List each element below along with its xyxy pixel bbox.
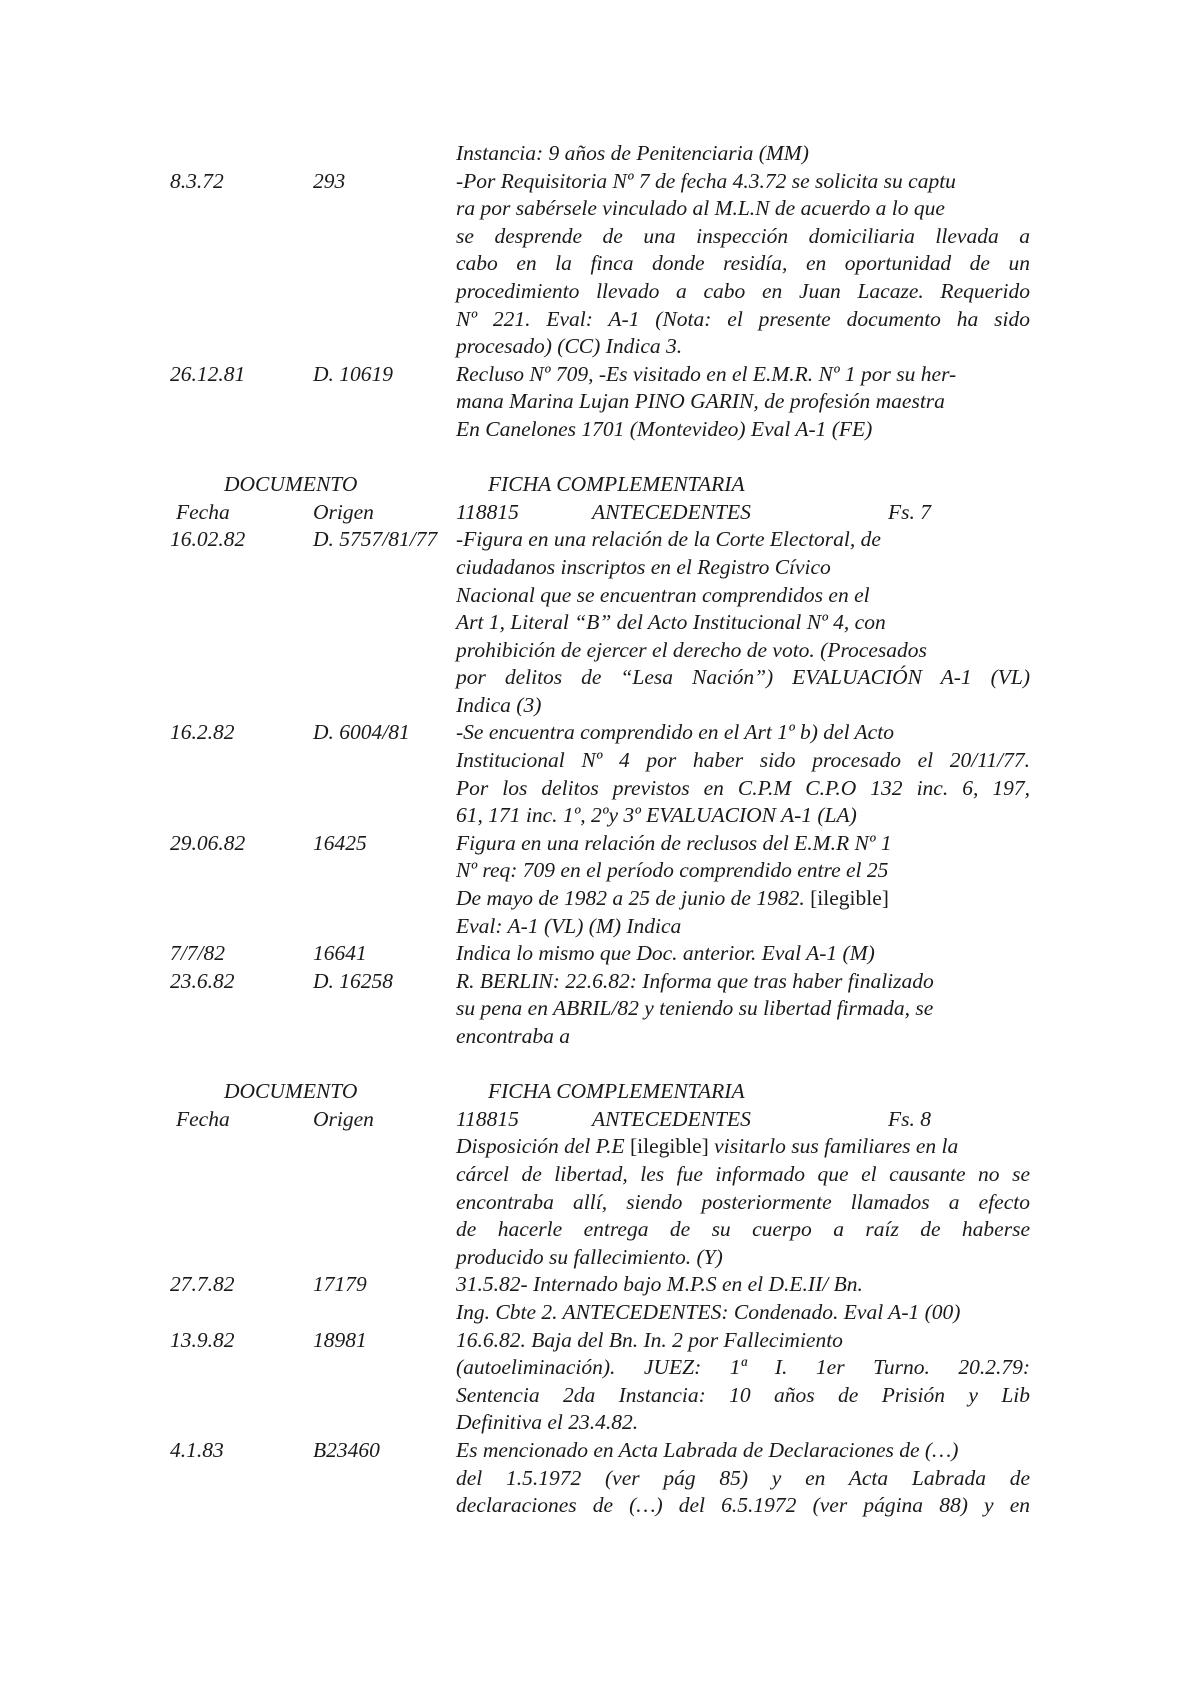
entry-date: 27.7.82 xyxy=(170,1272,235,1297)
entry-text-line: ciudadanos inscriptos en el Registro Cívico xyxy=(456,554,831,579)
entry-text-line: De mayo de 1982 a 25 de junio de 1982. [ilegible] xyxy=(456,886,889,911)
entry-text-line: Nº 221. Eval: A-1 (Nota: el presente documento ha sido xyxy=(456,306,1030,331)
documento-heading: DOCUMENTO xyxy=(224,472,358,497)
entry-origin: D. 5757/81/77 xyxy=(313,527,438,552)
entry-text-line: Art 1, Literal “B” del Acto Institucional Nº 4, con xyxy=(456,610,886,635)
entry-text-line: producido su fallecimiento. (Y) xyxy=(456,1244,723,1269)
entry-text xyxy=(456,719,1030,829)
entry-origin: D. 6004/81 xyxy=(313,720,410,745)
entry-text xyxy=(456,1133,1030,1271)
entry-text-line: de hacerle entrega de su cuerpo a raíz de haberse xyxy=(456,1217,1030,1242)
entry-origin: D. 16258 xyxy=(313,968,394,993)
entry-text-line: -Figura en una relación de la Corte Electoral, de xyxy=(456,527,881,552)
entry-date: 16.02.82 xyxy=(170,527,246,552)
folio-number: Fs. 7 xyxy=(888,499,931,524)
entry-row xyxy=(170,1327,1030,1437)
entry-date: 4.1.83 xyxy=(170,1437,224,1462)
entry-text-line: Indica lo mismo que Doc. anterior. Eval A-1 (M) xyxy=(456,941,875,966)
origen-column-heading: Origen xyxy=(313,1106,374,1131)
entry-text-line: Ing. Cbte 2. ANTECEDENTES: Condenado. Eval A-1 (00) xyxy=(456,1299,961,1324)
entry-row xyxy=(170,1437,1030,1520)
entry-date: 23.6.82 xyxy=(170,968,235,993)
entries-section-1 xyxy=(170,168,1030,444)
entry-text-line: por delitos de “Lesa Nación”) EVALUACIÓN A-1 (VL) xyxy=(456,665,1030,690)
ficha-header-1 xyxy=(170,471,1030,526)
entry-text xyxy=(456,168,1030,361)
entry-text-line: Disposición del P.E [ilegible] visitarlo sus familiares en la xyxy=(456,1134,959,1159)
entry-text-line: 31.5.82- Internado bajo M.P.S en el D.E.II/ Bn. xyxy=(456,1272,863,1297)
entry-origin: 16641 xyxy=(313,941,367,966)
entry-text-line: R. BERLIN: 22.6.82: Informa que tras haber finalizado xyxy=(456,968,934,993)
ficha-header-2 xyxy=(170,1078,1030,1133)
entry-text-line: Recluso Nº 709, -Es visitado en el E.M.R. Nº 1 por su her- xyxy=(456,361,957,386)
ficha-complementaria-heading: FICHA COMPLEMENTARIA xyxy=(488,1079,745,1104)
entry-text xyxy=(456,1327,1030,1437)
document-page xyxy=(170,140,1030,1520)
entry-text-line: Es mencionado en Acta Labrada de Declaraciones de (…) xyxy=(456,1437,959,1462)
entry-text-line: Definitiva el 23.4.82. xyxy=(456,1410,639,1435)
fecha-column-heading: Fecha xyxy=(176,499,230,524)
entry-date: 16.2.82 xyxy=(170,720,235,745)
entry-text-line: Sentencia 2da Instancia: 10 años de Prisión y Lib xyxy=(456,1382,1030,1407)
origen-column-heading: Origen xyxy=(313,499,374,524)
entry-text xyxy=(456,940,1030,968)
entry-text-line: encontraba a xyxy=(456,1024,571,1048)
entry-text-line: (autoeliminación). JUEZ: 1ª I. 1er Turno. 20.2.79: xyxy=(456,1355,1030,1380)
entry-origin: 18981 xyxy=(313,1327,367,1352)
entry-text-line: declaraciones de (…) del 6.5.1972 (ver página 88) y en xyxy=(456,1493,1030,1518)
entry-text-line: -Se encuentra comprendido en el Art 1º b) del Acto xyxy=(456,720,894,745)
entry-date: 7/7/82 xyxy=(170,941,225,966)
entry-row xyxy=(170,1133,1030,1271)
entry-text-line: 61, 171 inc. 1º, 2ºy 3º EVALUACION A-1 (LA) xyxy=(456,803,857,828)
entry-text-line: su pena en ABRIL/82 y teniendo su libertad firmada, se xyxy=(456,996,934,1021)
intro-row xyxy=(170,140,1030,168)
entry-date: 13.9.82 xyxy=(170,1327,235,1352)
entry-text-line: -Por Requisitoria Nº 7 de fecha 4.3.72 se solicita su captu xyxy=(456,168,956,193)
entry-row xyxy=(170,168,1030,361)
entry-text-line: mana Marina Lujan PINO GARIN, de profesión maestra xyxy=(456,389,945,414)
entry-text-line: cabo en la finca donde residía, en oportunidad de un xyxy=(456,251,1030,276)
entries-section-2 xyxy=(170,526,1030,1050)
entry-text xyxy=(456,968,1030,1051)
illegible-mark: [ilegible] xyxy=(810,886,889,911)
entry-text xyxy=(456,830,1030,940)
fecha-column-heading: Fecha xyxy=(176,1106,230,1131)
illegible-mark: [ilegible] xyxy=(629,1134,709,1159)
entry-text-line: Nº req: 709 en el período comprendido entre el 25 xyxy=(456,858,889,883)
entry-origin: 293 xyxy=(313,168,346,193)
entry-text-line: del 1.5.1972 (ver pág 85) y en Acta Labrada de xyxy=(456,1465,1030,1490)
folio-number: Fs. 8 xyxy=(888,1106,931,1131)
entry-row xyxy=(170,1271,1030,1326)
entry-row xyxy=(170,940,1030,968)
documento-heading: DOCUMENTO xyxy=(224,1079,358,1104)
entry-text-line: Eval: A-1 (VL) (M) Indica xyxy=(456,913,682,938)
entry-text-line: procesado) (CC) Indica 3. xyxy=(456,334,683,359)
entry-text-line: cárcel de libertad, les fue informado que el causante no se xyxy=(456,1161,1030,1186)
entry-text-line: Indica (3) xyxy=(456,692,542,717)
entry-row xyxy=(170,968,1030,1051)
entry-text-line: prohibición de ejercer el derecho de voto. (Procesados xyxy=(456,637,927,662)
entry-row xyxy=(170,830,1030,940)
entry-origin: B23460 xyxy=(313,1437,380,1462)
entry-row xyxy=(170,526,1030,719)
intro-line: Instancia: 9 años de Penitenciaria (MM) xyxy=(456,141,809,165)
entry-text xyxy=(456,1271,1030,1326)
entry-date: 8.3.72 xyxy=(170,168,224,193)
ficha-number: 118815 xyxy=(456,1106,519,1131)
entry-row xyxy=(170,719,1030,829)
antecedentes-heading: ANTECEDENTES xyxy=(592,499,751,524)
ficha-number: 118815 xyxy=(456,499,519,524)
entry-text-line: Institucional Nº 4 por haber sido procesado el 20/11/77. xyxy=(456,748,1030,773)
entry-text xyxy=(456,361,1030,444)
antecedentes-heading: ANTECEDENTES xyxy=(592,1106,751,1131)
entry-text-line: se desprende de una inspección domiciliaria llevada a xyxy=(456,223,1030,248)
entry-origin: D. 10619 xyxy=(313,361,394,386)
entries-section-3 xyxy=(170,1133,1030,1519)
entry-text-line: Nacional que se encuentran comprendidos en el xyxy=(456,582,870,607)
entry-text-line: encontraba allí, siendo posteriormente llamados a efecto xyxy=(456,1189,1030,1214)
entry-text xyxy=(456,526,1030,719)
entry-origin: 17179 xyxy=(313,1272,367,1297)
entry-text-line: Por los delitos previstos en C.P.M C.P.O 132 inc. 6, 197, xyxy=(456,775,1030,800)
entry-text-line: ra por sabérsele vinculado al M.L.N de acuerdo a lo que xyxy=(456,196,945,221)
entry-date: 26.12.81 xyxy=(170,361,246,386)
entry-row xyxy=(170,361,1030,444)
entry-text-line: Figura en una relación de reclusos del E.M.R Nº 1 xyxy=(456,830,892,855)
entry-text-line: procedimiento llevado a cabo en Juan Lacaze. Requerido xyxy=(456,278,1030,303)
entry-text xyxy=(456,1437,1030,1520)
ficha-complementaria-heading: FICHA COMPLEMENTARIA xyxy=(488,472,745,497)
entry-origin: 16425 xyxy=(313,830,367,855)
entry-text-line: En Canelones 1701 (Montevideo) Eval A-1 (FE) xyxy=(456,416,873,441)
entry-date: 29.06.82 xyxy=(170,830,246,855)
entry-text-line: 16.6.82. Baja del Bn. In. 2 por Fallecimiento xyxy=(456,1327,843,1352)
